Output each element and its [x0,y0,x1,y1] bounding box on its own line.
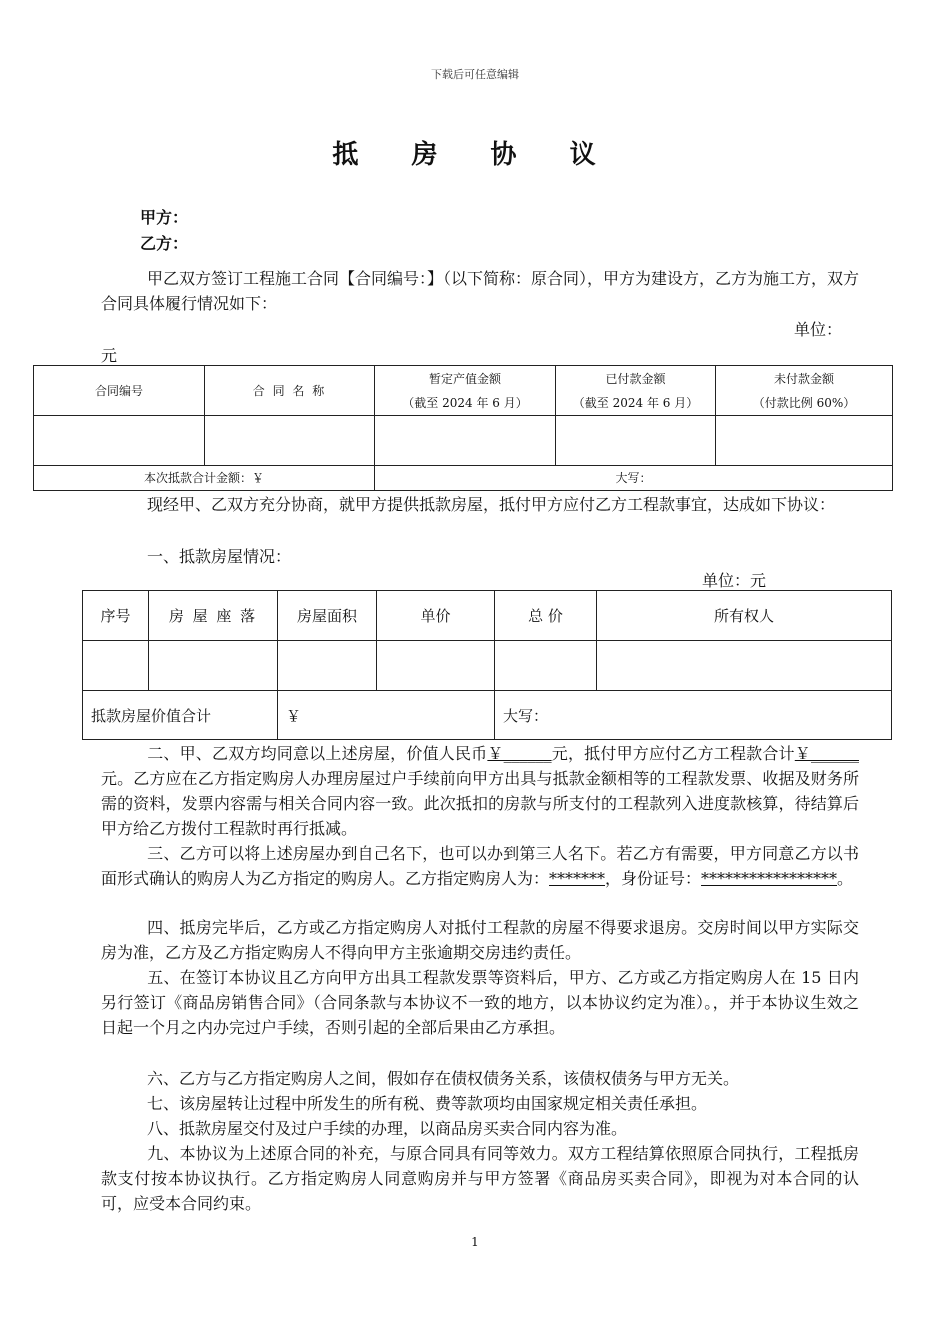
clause-3-b: ，身份证号： [605,869,702,888]
property-total-label: 抵款房屋价值合计 [83,691,278,740]
clause-3-a: 三、乙方可以将上述房屋办到自己名下，也可以办到第三人名下。若乙方有需要，甲方同意乙方以书面形式确认的购房人为乙方指定的购房人。乙方指定购房人为： [101,844,859,888]
th-contract-name: 合 同 名 称 [205,366,375,416]
clause-2 [101,741,859,841]
clause-9-text: 九、本协议为上述原合同的补充，与原合同具有同等效力。双方工程结算依照原合同执行，工程抵房款支付按本协议执行。乙方指定购房人同意购房并与甲方签署《商品房买卖合同》，即视为对本合同的认可，应受本合同约束。 [101,1144,859,1213]
page-title: 抵 房 协 议 [332,140,618,170]
property-table [82,590,892,740]
th-contract-no: 合同编号 [34,366,205,416]
clause-3-c: 。 [837,869,854,888]
cell-location[interactable] [149,641,278,691]
th-paid-l2: （截至 2024 年 6 月） [572,395,699,410]
unit-label-1a: 单位： [794,320,843,339]
clause-3-buyer-name[interactable]: ******* [549,869,606,888]
th-unpaid [716,366,893,416]
property-total-value[interactable]: ￥ [278,691,495,740]
party-b-label: 乙方： [140,234,189,253]
th-unpaid-l2: （付款比例 60%） [752,395,856,410]
th-unit-price: 单价 [377,591,495,641]
intro-paragraph [101,266,859,316]
cell-paid[interactable] [556,416,716,466]
clause-5-text: 五、在签订本协议且乙方向甲方出具工程款发票等资料后，甲方、乙方或乙方指定购房人在 15 日内另行签订《商品房销售合同》（合同条款与本协议不一致的地方，以本协议约定为准）。，并于本协议生效之日起一个月之内办完过户手续，否则引起的全部后果由乙方承担。 [101,968,859,1037]
section1-title [101,544,859,569]
intro-text: 甲乙双方签订工程施工合同【合同编号：】（以下简称：原合同），甲方为建设方，乙方为施工方，双方合同具体履行情况如下： [101,269,860,313]
clause-4-text: 四、抵房完毕后，乙方或乙方指定购房人对抵付工程款的房屋不得要求退房。交房时间以甲方实际交房为准，乙方及乙方指定购房人不得向甲方主张逾期交房违约责任。 [101,918,859,962]
th-provisional-l1: 暂定产值金额 [428,371,501,386]
th-seq: 序号 [83,591,149,641]
cell-unit-price[interactable] [377,641,495,691]
th-area: 房屋面积 [278,591,377,641]
clause-5 [101,965,859,1040]
clause-2-amount-1[interactable]: ￥______ [487,744,552,763]
capital-amount-label: 大写： [375,466,893,491]
clause-2-b: 元，抵付甲方应付乙方工程款合计 [551,744,795,763]
consult-paragraph [101,492,859,517]
th-unpaid-l1: 未付款金额 [773,371,834,386]
clause-4 [101,915,859,965]
clause-2-c: 元。乙方应在乙方指定购房人办理房屋过户手续前向甲方出具与抵款金额相等的工程款发票、收据及财务所需的资料，发票内容需与相关合同内容一致。此次抵扣的房款与所支付的工程款列入进度款核算，待结算后甲方给乙方拨付工程款时再行抵减。 [101,769,859,838]
cell-total-price[interactable] [495,641,597,691]
page-number: 1 [471,1235,479,1249]
th-total-price: 总 价 [495,591,597,641]
cell-seq[interactable] [83,641,149,691]
cell-contract-name[interactable] [205,416,375,466]
header-note: 下载后可任意编辑 [431,68,519,81]
cell-contract-no[interactable] [34,416,205,466]
cell-unpaid[interactable] [716,416,893,466]
cell-area[interactable] [278,641,377,691]
clause-6 [101,1066,859,1091]
clause-2-amount-2[interactable]: ￥______ [794,744,859,763]
clause-3 [101,841,859,891]
unit-label-1b: 元 [101,346,118,365]
clause-6-text: 六、乙方与乙方指定购房人之间，假如存在债权债务关系，该债权债务与甲方无关。 [147,1069,740,1088]
th-provisional [375,366,556,416]
clause-8 [101,1116,859,1141]
unit-label-2: 单位：元 [702,571,767,590]
party-a-label: 甲方： [140,208,189,227]
total-amount-label: 本次抵款合计金额：￥ [34,466,375,491]
cell-owner[interactable] [597,641,892,691]
clause-3-id-number[interactable]: ***************** [701,869,838,888]
section1-title-text: 一、抵款房屋情况： [147,547,292,566]
contract-table [33,365,893,491]
clause-9 [101,1141,859,1216]
consult-text: 现经甲、乙双方充分协商，就甲方提供抵款房屋，抵付甲方应付乙方工程款事宜，达成如下协议： [147,495,836,514]
clause-7-text: 七、该房屋转让过程中所发生的所有税、费等款项均由国家规定相关责任承担。 [147,1094,708,1113]
th-owner: 所有权人 [597,591,892,641]
clause-8-text: 八、抵款房屋交付及过户手续的办理，以商品房买卖合同内容为准。 [147,1119,628,1138]
th-provisional-l2: （截至 2024 年 6 月） [402,395,528,410]
clause-2-a: 二、甲、乙双方均同意以上述房屋，价值人民币 [147,744,488,763]
th-location: 房 屋 座 落 [149,591,278,641]
clause-7 [101,1091,859,1116]
property-capital-label: 大写： [495,691,892,740]
cell-provisional[interactable] [375,416,556,466]
th-paid [556,366,716,416]
th-paid-l1: 已付款金额 [605,371,666,386]
